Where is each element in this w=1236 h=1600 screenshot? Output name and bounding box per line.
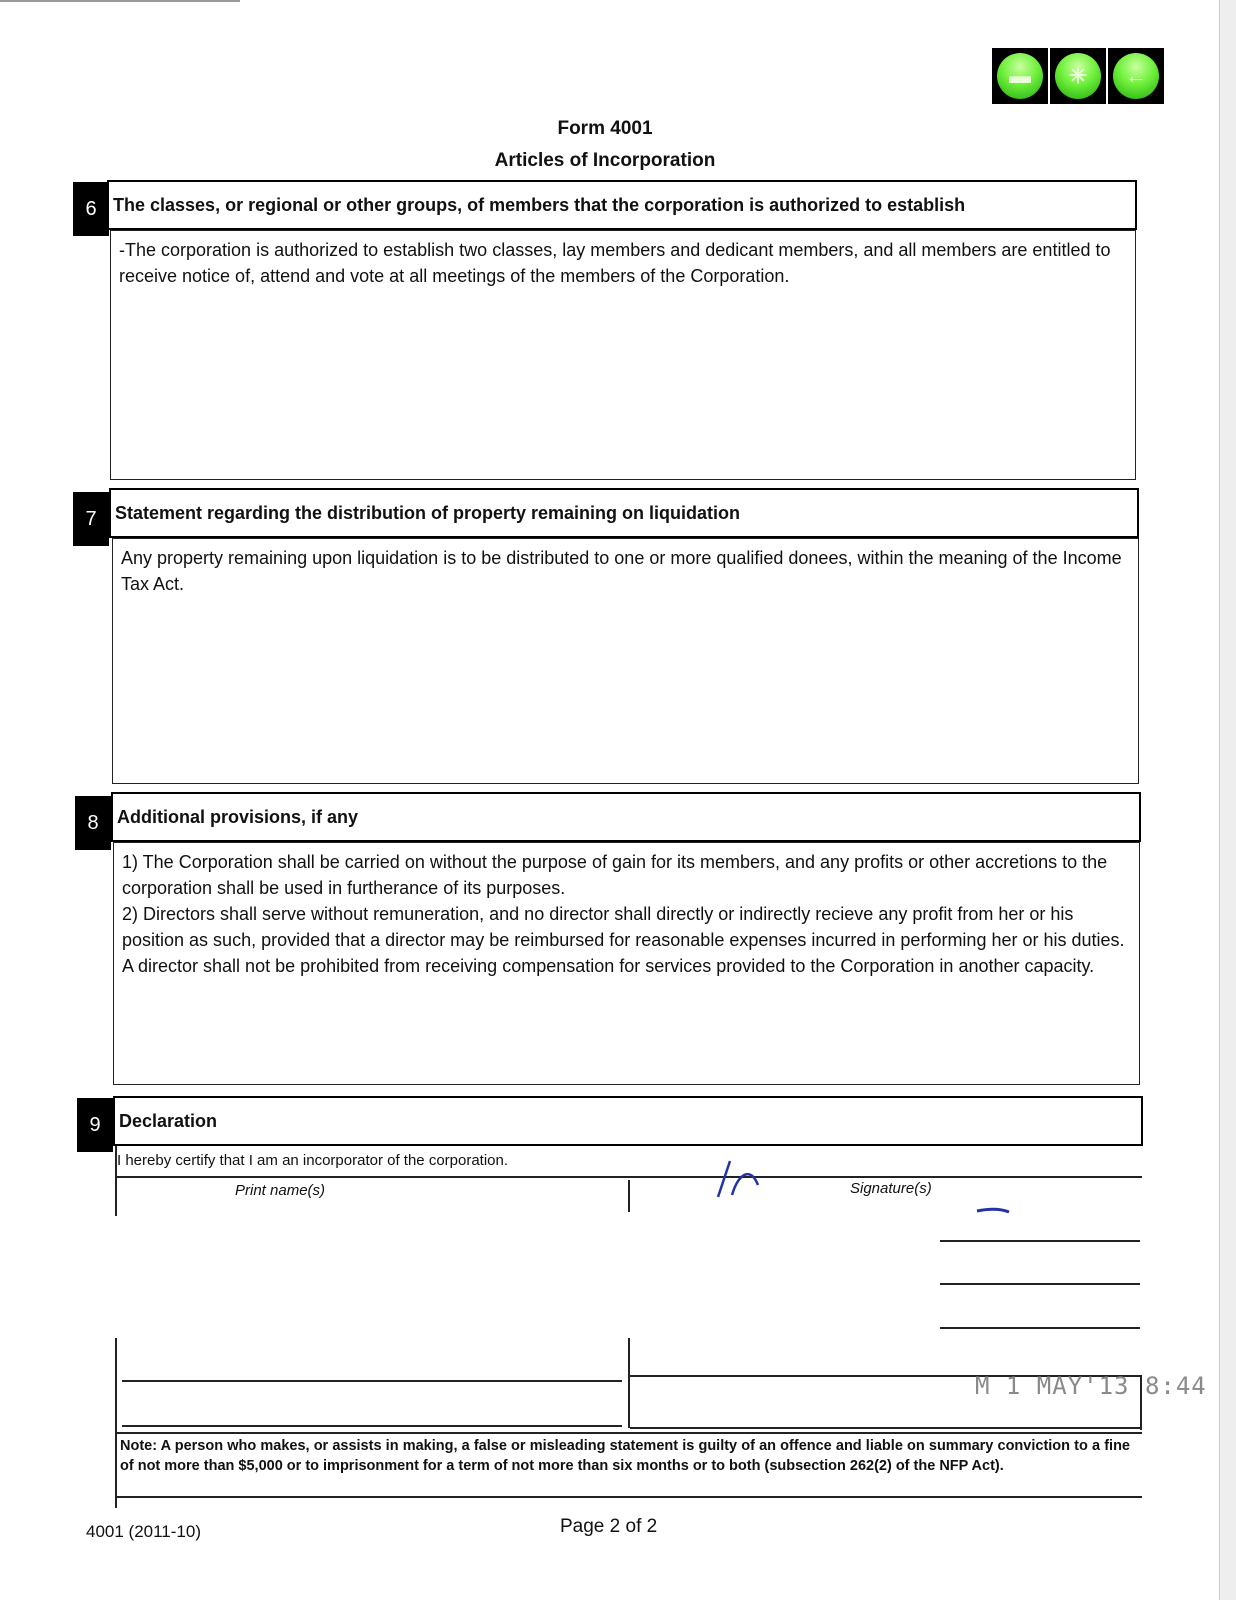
section-heading: The classes, or regional or other groups, of members that the corporation is authorized to establish bbox=[107, 180, 1137, 230]
print-button[interactable] bbox=[992, 48, 1048, 104]
reset-icon: ✳ bbox=[1055, 53, 1101, 99]
certify-statement: I hereby certify that I am an incorporator of the corporation. bbox=[117, 1152, 509, 1169]
print-icon: ▬ bbox=[997, 53, 1043, 99]
divider bbox=[115, 1338, 117, 1508]
divider bbox=[115, 1432, 1142, 1434]
form-number: Form 4001 bbox=[557, 118, 653, 139]
section-number: 9 bbox=[77, 1098, 113, 1152]
signature-line[interactable] bbox=[940, 1240, 1140, 1242]
form-code: 4001 (2011-10) bbox=[86, 1522, 201, 1541]
divider bbox=[115, 1496, 1142, 1498]
signature-line[interactable] bbox=[940, 1327, 1140, 1329]
section-heading: Statement regarding the distribution of property remaining on liquidation bbox=[109, 488, 1139, 538]
scan-edge bbox=[0, 0, 240, 2]
page-indicator: Page 2 of 2 bbox=[560, 1516, 658, 1537]
print-name-label: Print name(s) bbox=[235, 1182, 326, 1199]
section-number: 8 bbox=[75, 796, 111, 850]
back-button[interactable] bbox=[1108, 48, 1164, 104]
section-heading: Additional provisions, if any bbox=[111, 792, 1141, 842]
section-number: 7 bbox=[73, 492, 109, 546]
divider bbox=[115, 1176, 1142, 1178]
signature-mark bbox=[710, 1155, 790, 1200]
back-arrow-icon: ← bbox=[1113, 53, 1159, 99]
additional-provisions-field[interactable] bbox=[113, 842, 1140, 1085]
section-heading: Declaration bbox=[113, 1096, 1143, 1146]
legal-note: Note: A person who makes, or assists in making, a false or misleading statement is guilty of an offence and liable on summary conviction to a fine of not more than $5,000 or to imprisonment for a term of not more than six months or to both (subsection 262(2) of the NFP Act). bbox=[120, 1438, 1130, 1474]
signature-label: Signature(s) bbox=[850, 1180, 932, 1197]
toolbar bbox=[992, 48, 1164, 104]
divider bbox=[115, 1146, 117, 1216]
liquidation-statement-field[interactable]: Any property remaining upon liquidation is to be distributed to one or more qualified donees, within the meaning of the Income Tax Act. bbox=[112, 538, 1139, 784]
provision-2: 2) Directors shall serve without remuneration, and no director shall directly or indirectly recieve any profit from her or his position as such, provided that a director may be reimbursed for reasonable expenses incurred in performing her or his duties. A director shall not be prohibited from receiving compensation for services provided to the Corporation in another capacity. bbox=[122, 904, 1125, 976]
provision-1: 1) The Corporation shall be carried on without the purpose of gain for its members, and any profits or other accretions to the corporation shall be used in furtherance of its purposes. bbox=[122, 852, 1108, 898]
divider bbox=[122, 1425, 622, 1427]
members-classes-field[interactable]: -The corporation is authorized to establish two classes, lay members and dedicant members, and all members are entitled to receive notice of, attend and vote at all meetings of the members of the Corporation. bbox=[110, 230, 1136, 480]
divider bbox=[630, 1427, 1140, 1429]
signature-line[interactable] bbox=[940, 1283, 1140, 1285]
scan-edge-right bbox=[1219, 0, 1236, 1600]
reset-button[interactable] bbox=[1050, 48, 1106, 104]
form-title: Articles of Incorporation bbox=[494, 150, 716, 171]
divider bbox=[628, 1338, 630, 1428]
print-name-line[interactable] bbox=[122, 1380, 622, 1382]
received-stamp: M 1 MAY'13 8:44 bbox=[975, 1372, 1207, 1400]
signature-stroke bbox=[975, 1205, 1015, 1217]
divider bbox=[628, 1180, 630, 1212]
section-number: 6 bbox=[73, 182, 109, 236]
